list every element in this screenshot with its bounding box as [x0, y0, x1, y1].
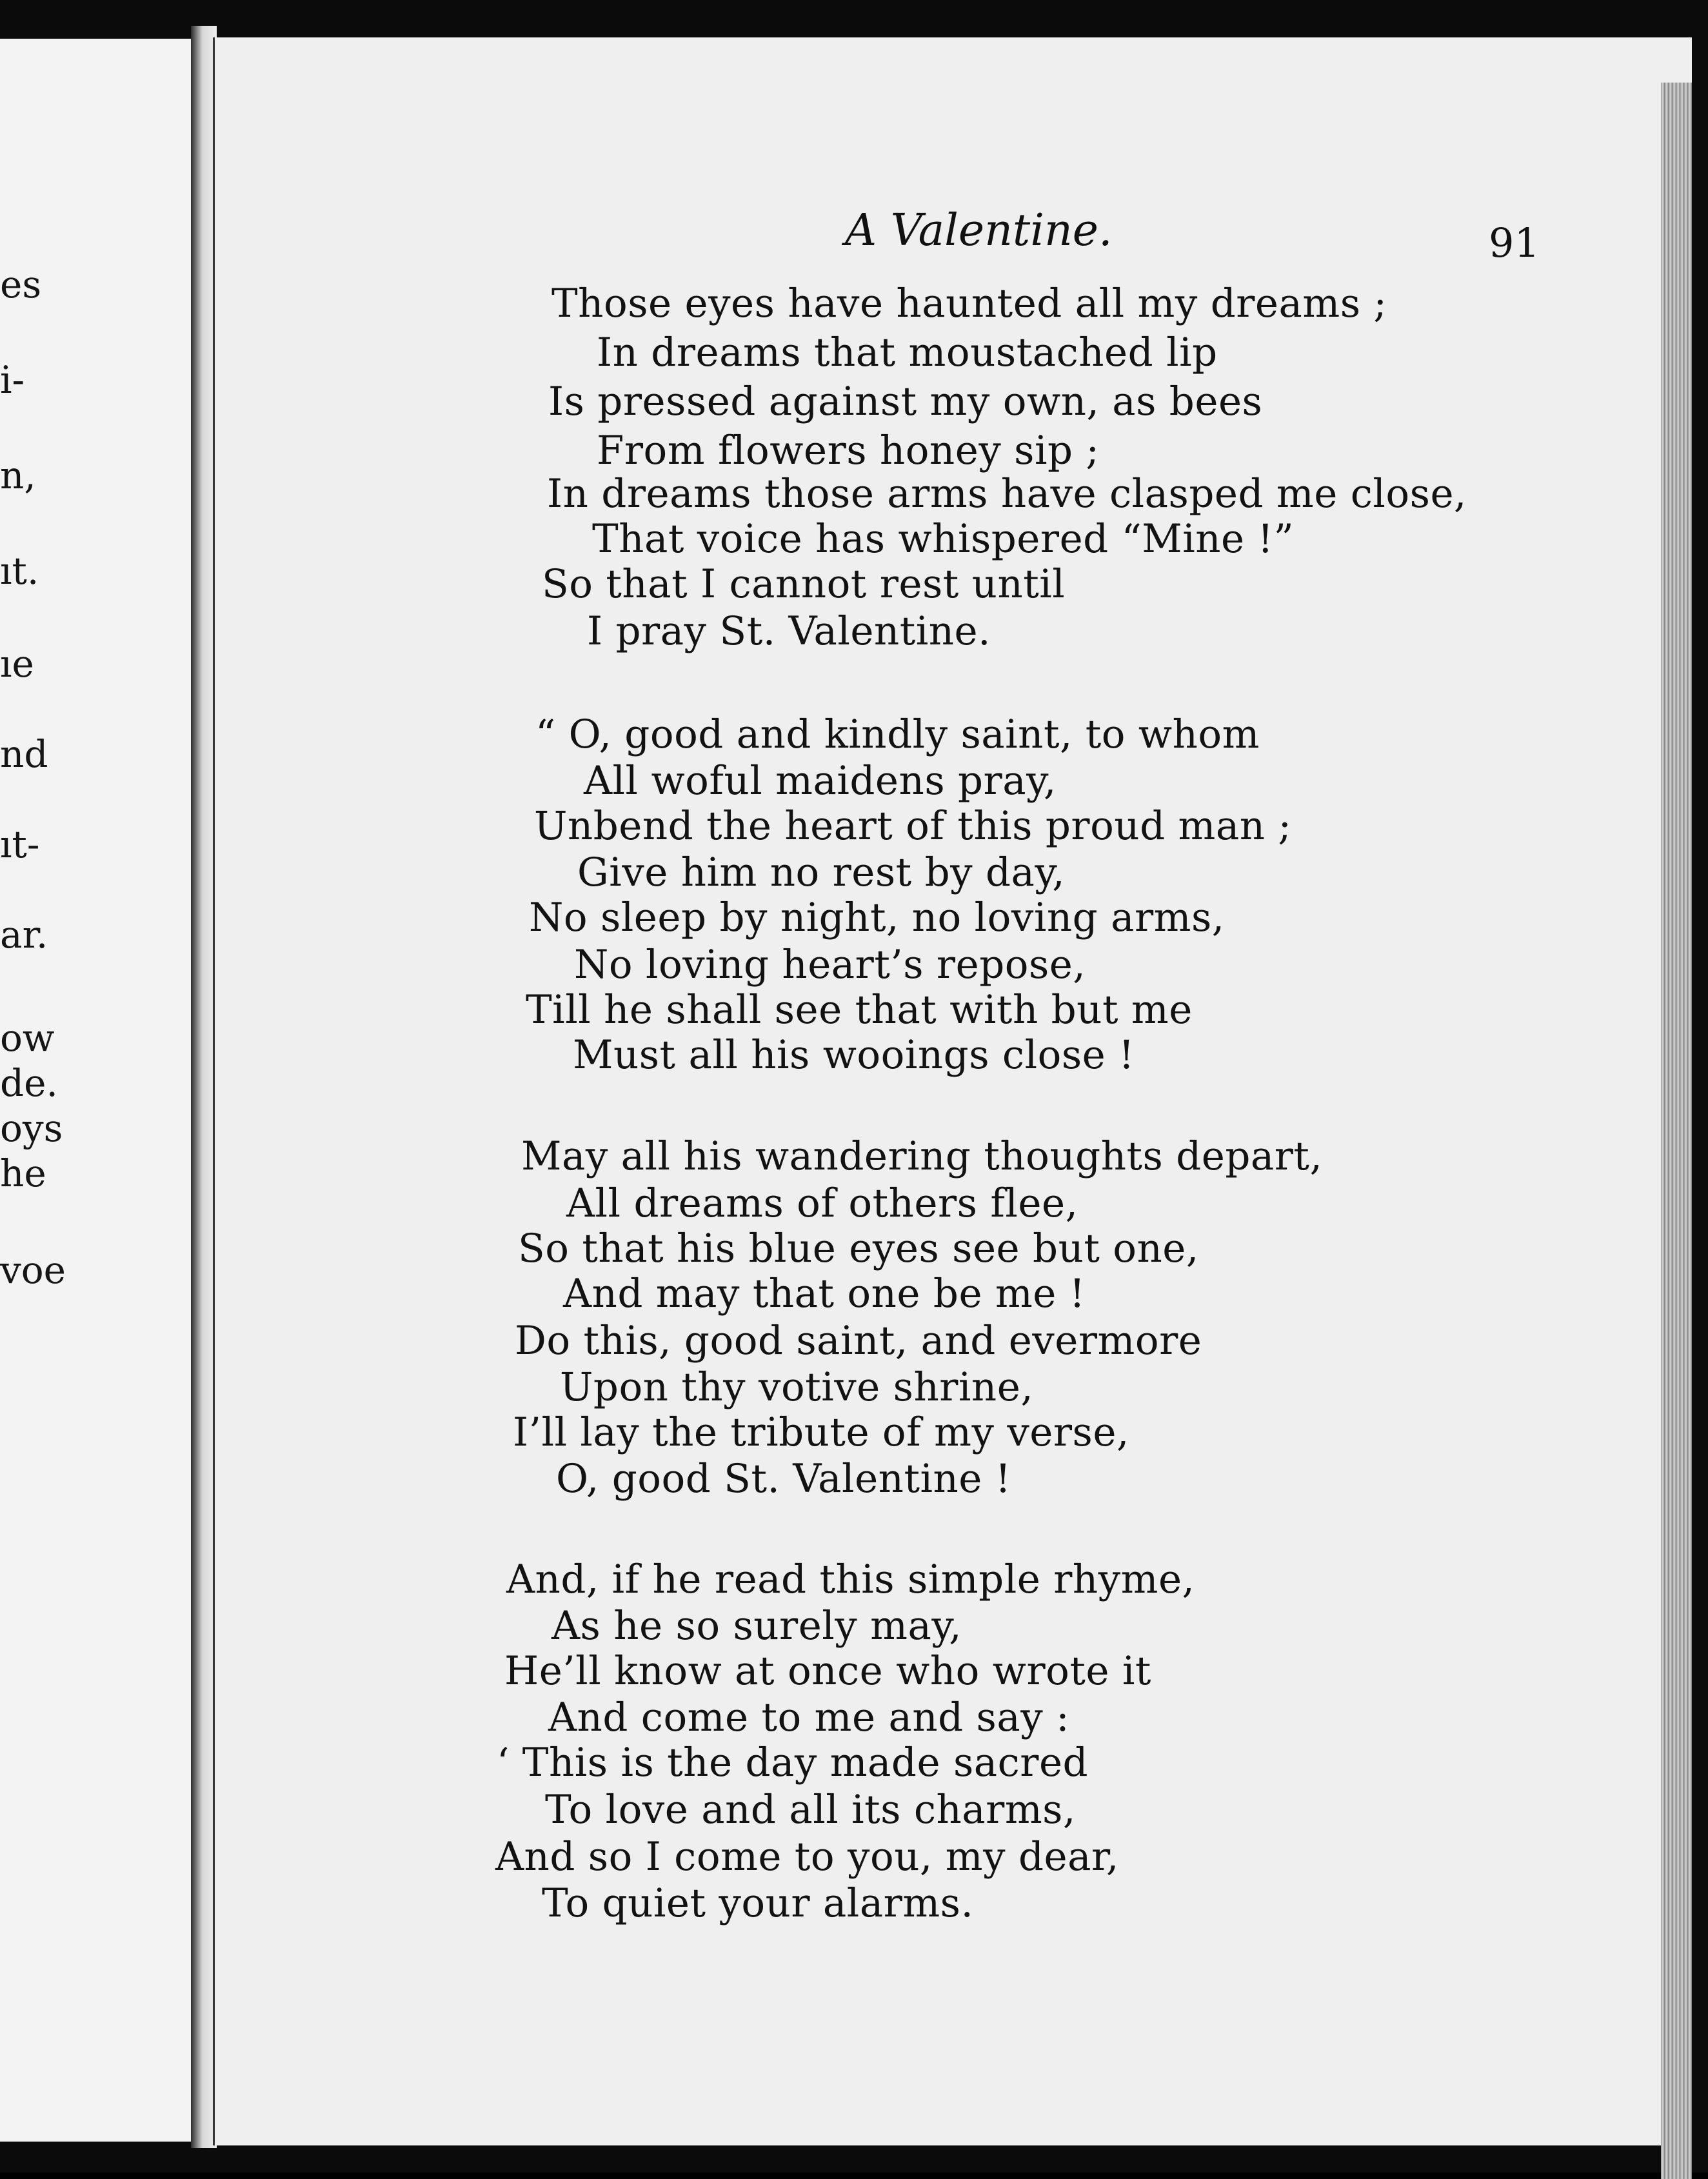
poem-line: And may that one be me ! [563, 1271, 1086, 1317]
facing-page-text: es [0, 263, 42, 306]
facing-page-text: de. [0, 1061, 58, 1105]
facing-page-text: voe [0, 1248, 66, 1292]
poem-line: Unbend the heart of this proud man ; [534, 803, 1292, 849]
facing-page-text: he [0, 1151, 46, 1195]
poem-line: May all his wandering thoughts depart, [521, 1133, 1323, 1179]
poem-line: I’ll lay the tribute of my verse, [513, 1409, 1129, 1455]
poem-line: In dreams that moustached lip [597, 330, 1218, 375]
poem-line: In dreams those arms have clasped me close, [547, 471, 1467, 517]
poem-line: That voice has whispered “Mine !” [592, 516, 1295, 562]
facing-page-text: ar. [0, 913, 48, 957]
poem-line: All woful maidens pray, [584, 758, 1057, 804]
facing-page-text: oys [0, 1106, 63, 1150]
poem-line: “ O, good and kindly saint, to whom [535, 711, 1260, 757]
poem-line: And, if he read this simple rhyme, [506, 1557, 1195, 1602]
facing-page-text: n, [0, 453, 36, 497]
poem-line: To quiet your alarms. [542, 1880, 974, 1926]
facing-page-fragment [0, 39, 194, 2142]
poem-line: Do this, good saint, and evermore [515, 1318, 1202, 1364]
page-number: 91 [1489, 219, 1540, 266]
facing-page-text: ow [0, 1016, 55, 1060]
facing-page-text: i- [0, 358, 25, 402]
poem-line: Give him no rest by day, [577, 850, 1066, 895]
facing-page-text: ıt. [0, 549, 39, 593]
poem-line: I pray St. Valentine. [587, 608, 991, 654]
poem-line: As he so surely may, [551, 1603, 962, 1649]
poem-line: Must all his wooings close ! [573, 1032, 1135, 1078]
poem-line: And come to me and say : [548, 1695, 1070, 1740]
poem-line: Till he shall see that with but me [526, 987, 1193, 1033]
poem-line: So that I cannot rest until [542, 561, 1066, 607]
poem-line: No loving heart’s repose, [574, 942, 1086, 988]
poem-line: Those eyes have haunted all my dreams ; [551, 281, 1387, 326]
poem-line: To love and all its charms, [545, 1787, 1076, 1833]
running-head: A Valentine. [845, 205, 1113, 256]
poem-line: So that his blue eyes see but one, [518, 1226, 1199, 1271]
facing-page-text: ıe [0, 642, 34, 686]
poem-line: O, good St. Valentine ! [556, 1456, 1011, 1502]
poem-line: ‘ This is the day made sacred [497, 1740, 1089, 1786]
poem-line: Is pressed against my own, as bees [548, 379, 1263, 424]
poem-line: No sleep by night, no loving arms, [529, 895, 1225, 940]
facing-page-text: ıt- [0, 822, 40, 866]
poem-line: All dreams of others flee, [566, 1180, 1078, 1226]
poem-line: Upon thy votive shrine, [560, 1364, 1034, 1410]
page-edges [1661, 83, 1692, 2179]
facing-page-text: nd [0, 732, 48, 776]
poem-line: And so I come to you, my dear, [495, 1834, 1119, 1880]
poem-line: He’ll know at once who wrote it [504, 1648, 1151, 1694]
poem-line: From flowers honey sip ; [597, 428, 1100, 473]
